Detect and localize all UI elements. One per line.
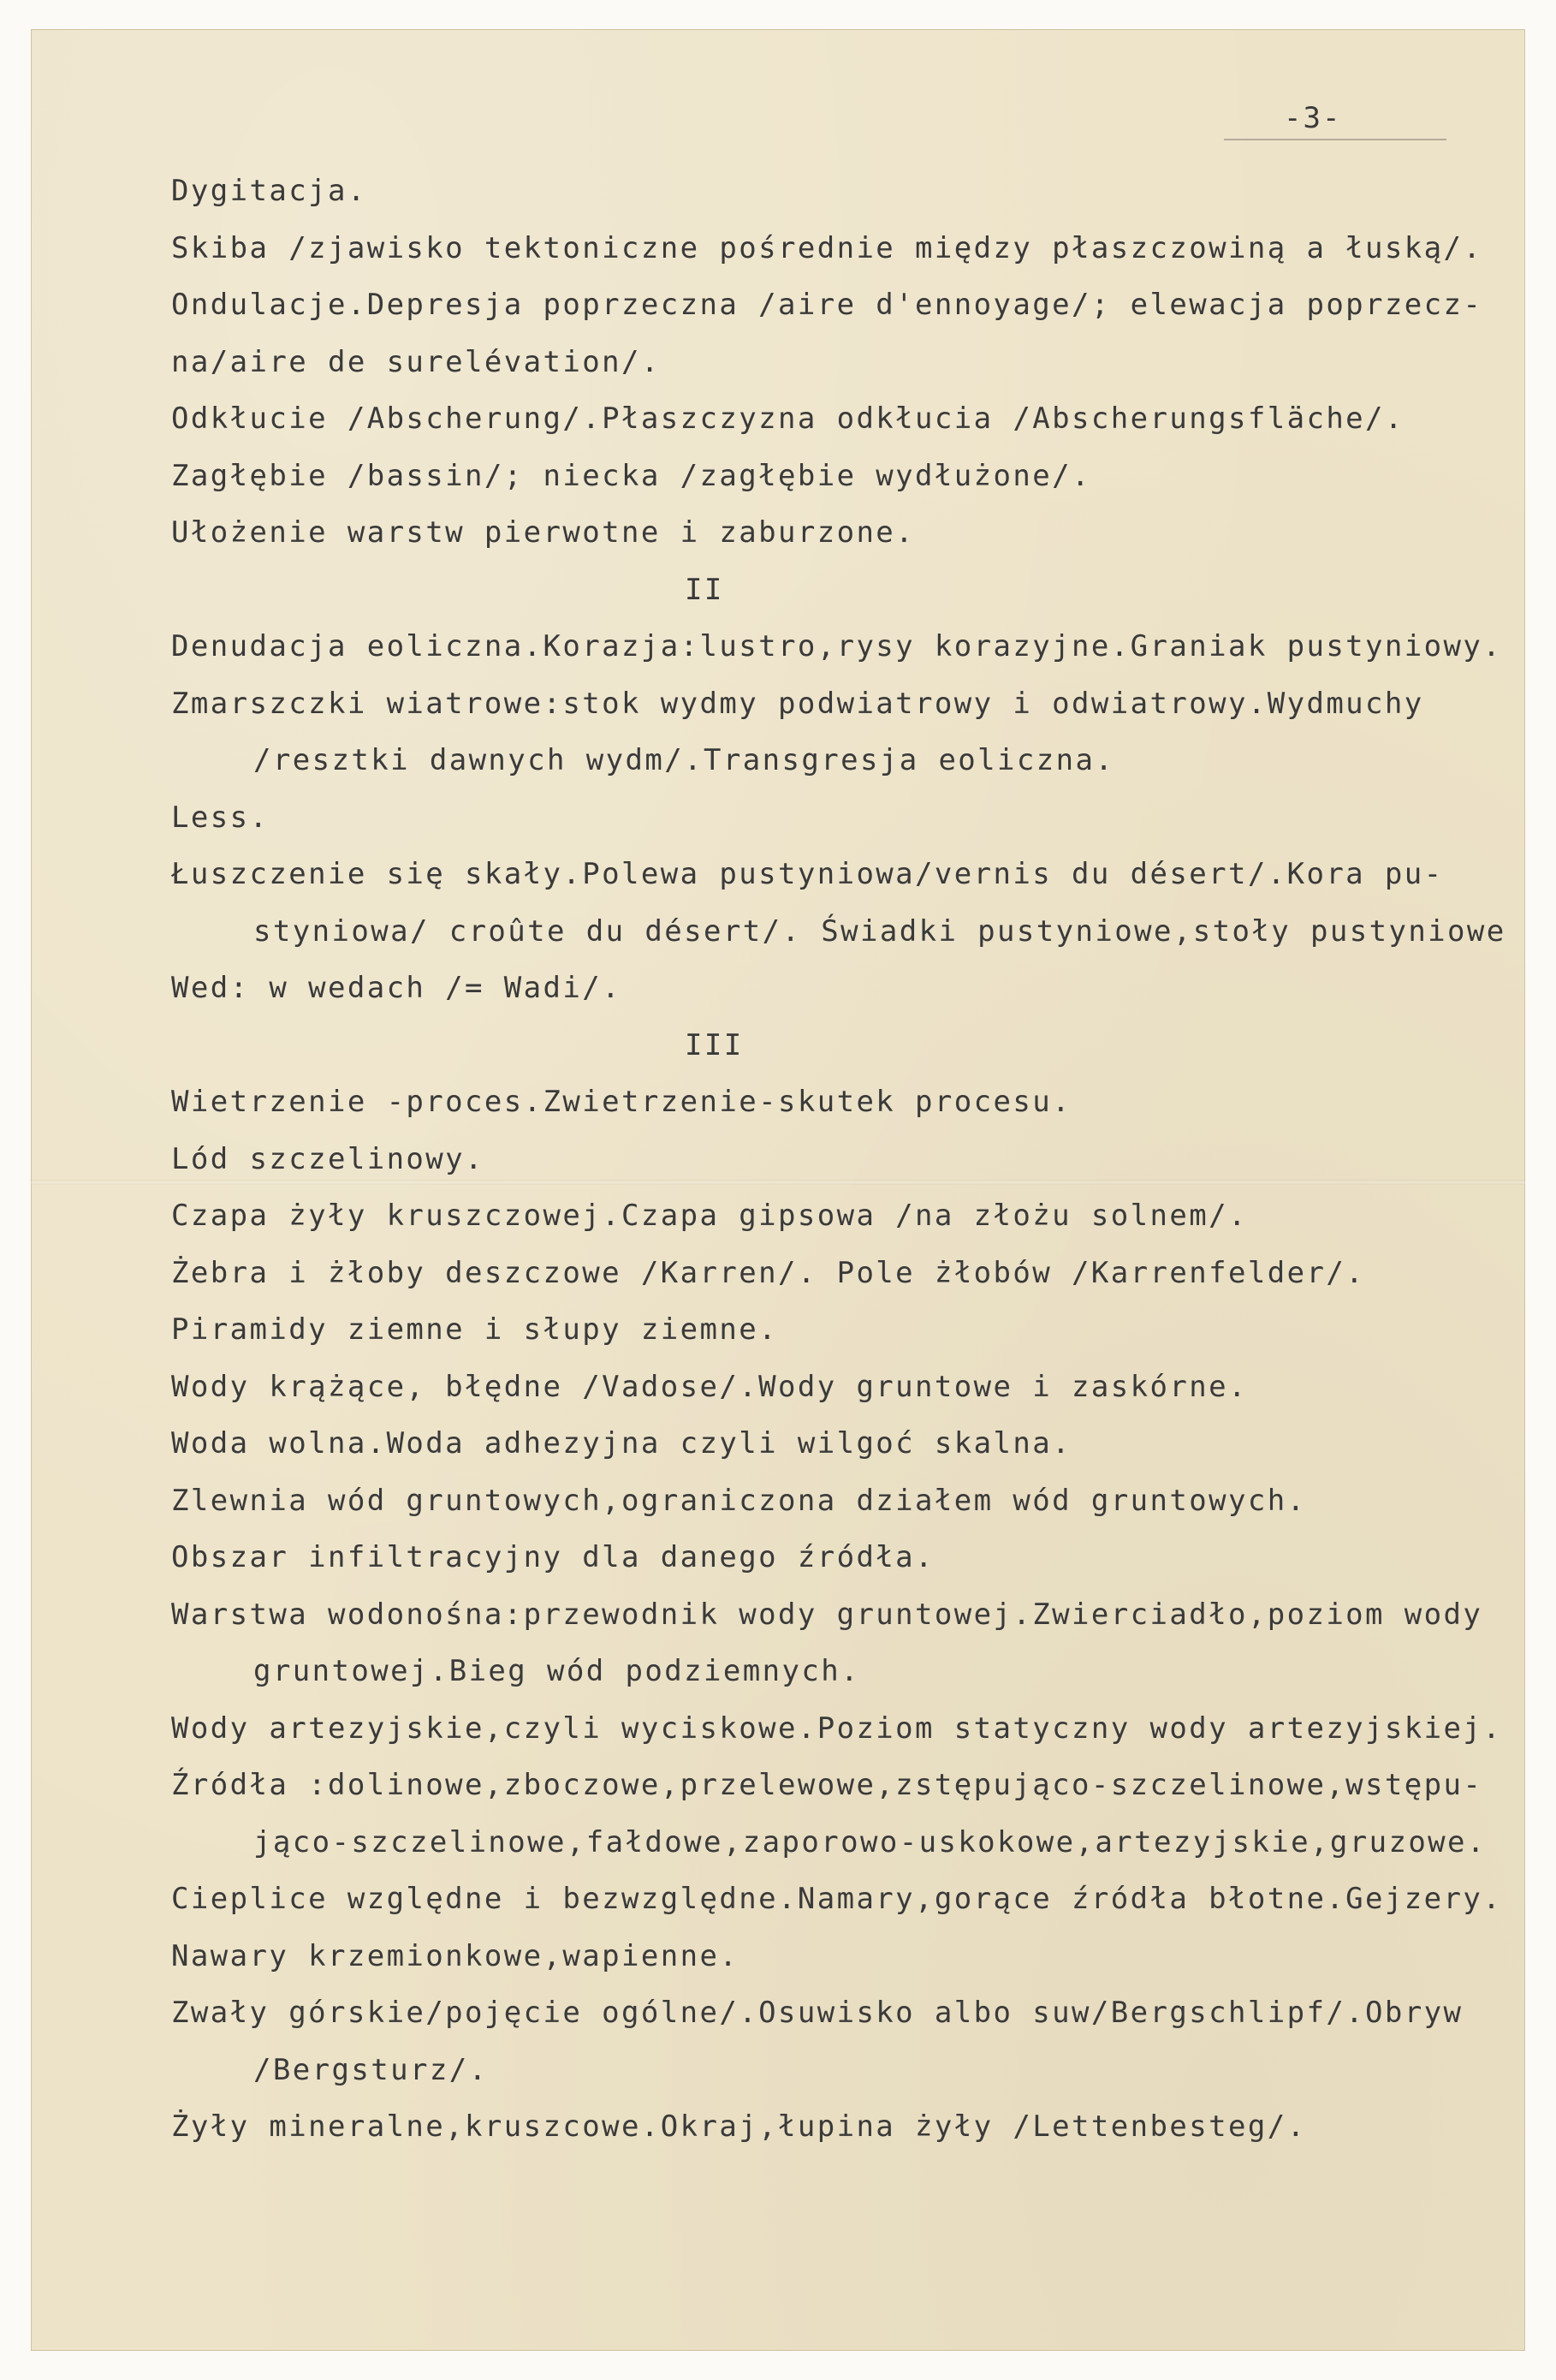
- text-line: Żyły mineralne,kruszcowe.Okraj,łupina żyły /Lettenbesteg/.: [171, 2109, 1307, 2144]
- text-line: /Bergsturz/.: [253, 2052, 489, 2087]
- text-line: /resztki dawnych wydm/.Transgresja eoliczna.: [253, 743, 1115, 777]
- text-line: Wody krążące, błędne /Vadose/.Wody gruntowe i zaskórne.: [171, 1369, 1248, 1404]
- text-line: Zmarszczki wiatrowe:stok wydmy podwiatrowy i odwiatrowy.Wydmuchy: [171, 686, 1424, 721]
- text-line: Zagłębie /bassin/; niecka /zagłębie wydłużone/.: [171, 458, 1091, 493]
- text-line: Obszar infiltracyjny dla danego źródła.: [171, 1540, 935, 1574]
- section-heading: III: [685, 1027, 744, 1062]
- text-line: Lód szczelinowy.: [171, 1141, 484, 1176]
- typed-text-body: [171, 163, 1506, 2156]
- text-line: Dygitacja.: [171, 174, 367, 208]
- text-line: Nawary krzemionkowe,wapienne.: [171, 1938, 739, 1973]
- text-line: Odkłucie /Abscherung/.Płaszczyzna odkłucia /Abscherungsfläche/.: [171, 402, 1405, 436]
- page-number: -3-: [1284, 101, 1342, 135]
- text-line: Cieplice względne i bezwzględne.Namary,gorące źródła błotne.Gejzery.: [171, 1882, 1503, 1916]
- text-line: styniowa/ croûte du désert/. Świadki pustyniowe,stoły pustyniowe: [253, 913, 1506, 949]
- text-line: Zlewnia wód gruntowych,ograniczona działem wód gruntowych.: [171, 1483, 1307, 1518]
- text-line: Woda wolna.Woda adhezyjna czyli wilgoć skalna.: [171, 1426, 1072, 1461]
- text-line: Ułożenie warstw pierwotne i zaburzone.: [171, 515, 916, 550]
- text-line: Wed: w wedach /= Wadi/.: [171, 971, 622, 1005]
- text-line: jąco-szczelinowe,fałdowe,zaporowo-uskokowe,artezyjskie,gruzowe.: [253, 1824, 1487, 1859]
- text-line: Denudacja eoliczna.Korazja:lustro,rysy korazyjne.Graniak pustyniowy.: [171, 629, 1503, 663]
- text-line: na/aire de surelévation/.: [171, 344, 661, 379]
- text-line: gruntowej.Bieg wód podziemnych.: [253, 1654, 860, 1688]
- text-line: Zwały górskie/pojęcie ogólne/.Osuwisko albo suw/Bergschlipf/.Obryw: [171, 1996, 1464, 2030]
- section-heading: II: [685, 572, 724, 607]
- text-line: Czapa żyły kruszczowej.Czapa gipsowa /na złożu solnem/.: [171, 1199, 1248, 1233]
- text-line: Ondulacje.Depresja poprzeczna /aire d'ennoyage/; elewacja poprzecz-: [171, 288, 1483, 322]
- text-line: Wietrzenie -proces.Zwietrzenie-skutek procesu.: [171, 1085, 1072, 1119]
- text-line: Łuszczenie się skały.Polewa pustyniowa/vernis du désert/.Kora pu-: [171, 857, 1444, 891]
- text-line: Źródła :dolinowe,zboczowe,przelewowe,zstępująco-szczelinowe,wstępu-: [171, 1768, 1483, 1802]
- text-line: Skiba /zjawisko tektoniczne pośrednie między płaszczowiną a łuską/.: [171, 230, 1483, 265]
- text-line: Less.: [171, 800, 270, 835]
- text-line: Żebra i żłoby deszczowe /Karren/. Pole żłobów /Karrenfelder/.: [171, 1255, 1366, 1290]
- text-line: Piramidy ziemne i słupy ziemne.: [171, 1312, 778, 1347]
- text-line: Warstwa wodonośna:przewodnik wody gruntowej.Zwierciadło,poziom wody: [171, 1597, 1483, 1632]
- text-line: Wody artezyjskie,czyli wyciskowe.Poziom statyczny wody artezyjskiej.: [171, 1711, 1503, 1746]
